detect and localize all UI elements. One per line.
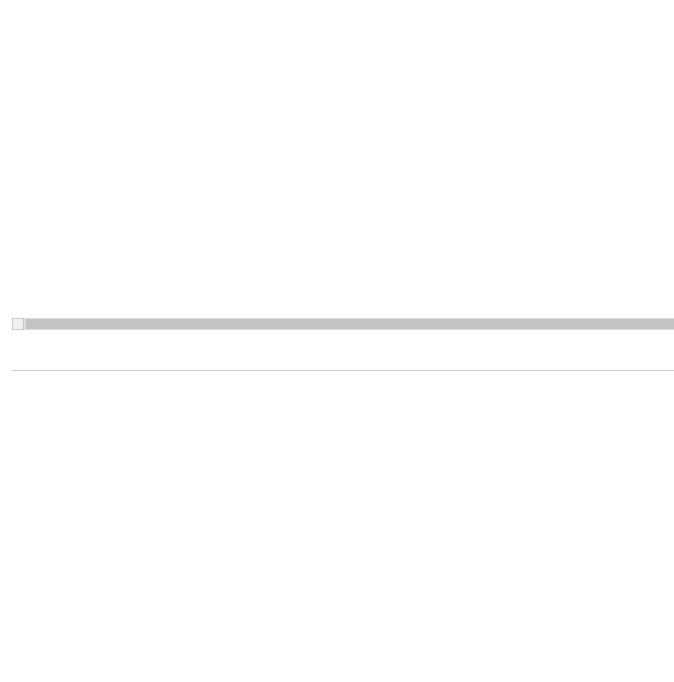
scroll-thumb[interactable] bbox=[26, 319, 674, 329]
quota-table bbox=[0, 0, 674, 318]
detail-tabs bbox=[12, 340, 674, 371]
scroll-left-icon[interactable] bbox=[12, 318, 24, 330]
horizontal-scrollbar[interactable] bbox=[12, 318, 674, 330]
